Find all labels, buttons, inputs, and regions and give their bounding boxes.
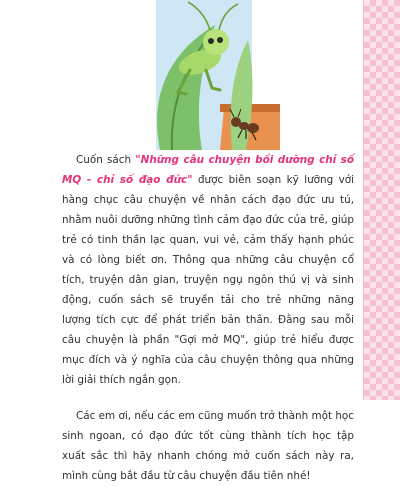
paragraph-intro-lead: Cuốn sách xyxy=(76,154,136,166)
paragraph-invitation xyxy=(62,406,354,486)
paragraph-invitation-body: Các em ơi, nếu các em cũng muốn trở thành một học sinh ngoan, có đạo đức tốt cùng thành tích học tập xuất sắc thì hãy nhanh chóng mở cuốn sách này ra, mình cùng bắt đầu từ câu chuyện đầu tiên nhé! xyxy=(62,410,354,482)
book-title: "Những câu chuyện bồi dưỡng chỉ số MQ - chỉ số đạo đức" xyxy=(62,154,355,186)
story-illustration xyxy=(120,0,280,150)
decorative-side-strip xyxy=(363,0,400,400)
paragraph-intro xyxy=(62,150,354,390)
book-description xyxy=(62,150,354,486)
paragraph-intro-body: được biên soạn kỹ lưỡng với hàng chục câu chuyện về nhân cách đạo đức ưu tú, nhằm nuôi dưỡng những tình cảm đạo đức của trẻ, giúp trẻ có tinh thần lạc quan, vui vẻ, cảm thấy hạnh phúc và có lòng biết ơn. Thông qua những câu chuyện cổ tích, truyện dân gian, truyện ngụ ngôn thú vị và sinh động, cuốn sách sẽ truyền tải cho trẻ những năng lượng tích cực để phát triển bản thân. Đằng sau mỗi câu chuyện là phần "Gợi mở MQ", giúp trẻ hiểu được mục đích và ý nghĩa của câu chuyện thông qua những lời giải thích ngắn gọn. xyxy=(62,174,355,386)
